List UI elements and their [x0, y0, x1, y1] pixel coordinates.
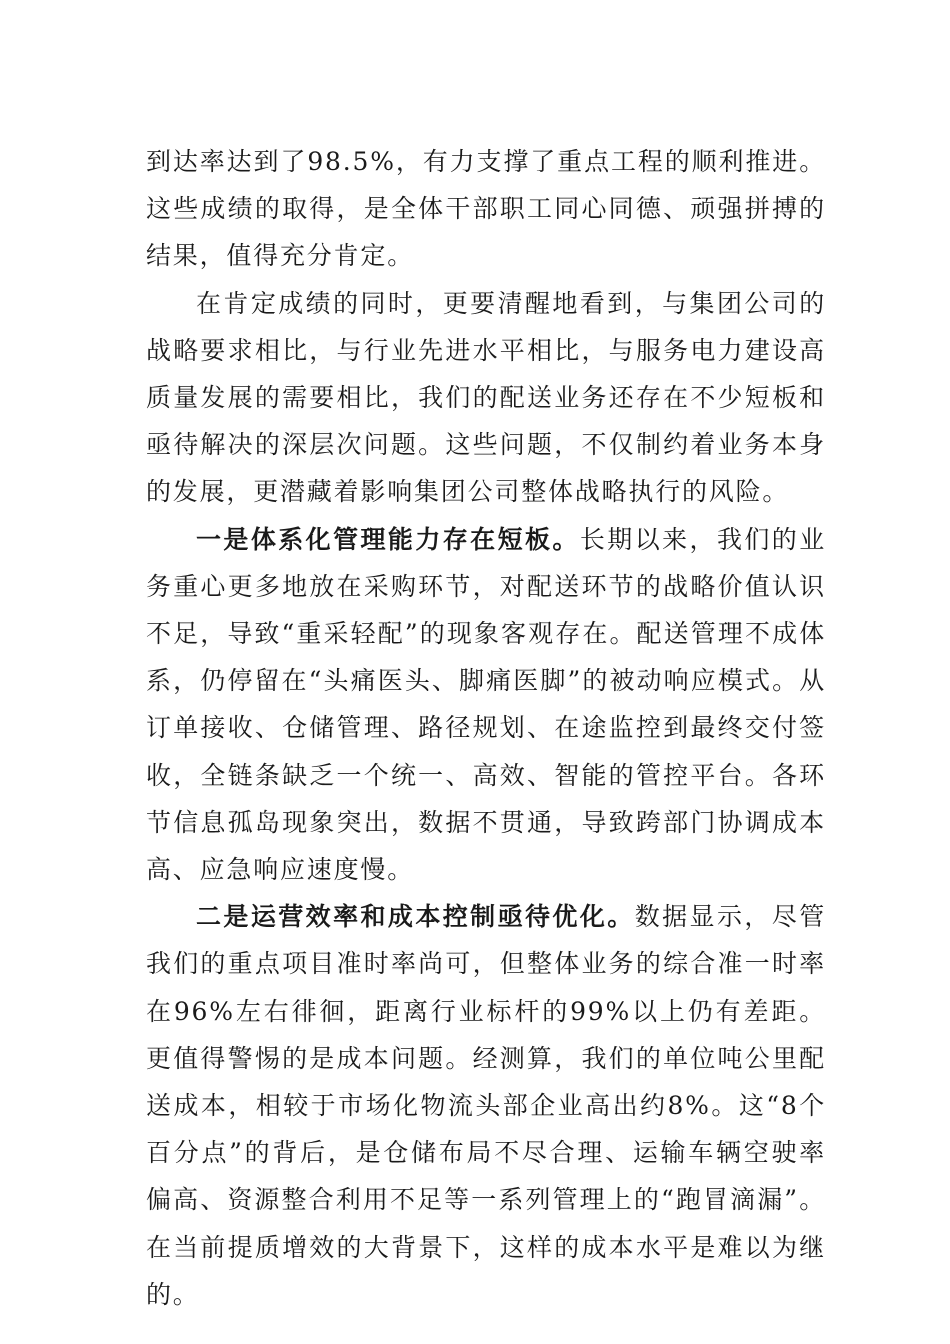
paragraph-text: 长期以来，我们的业务重心更多地放在采购环节，对配送环节的战略价值认识不足，导致“重采轻配”的现象客观存在。配送管理不成体系，仍停留在“头痛医头、脚痛医脚”的被动响应模式。从订单接收、仓储管理、路径规划、在途监控到最终交付签收，全链条缺乏一个统一、高效、智能的管控平台。各环节信息孤岛现象突出，数据不贯通，导致跨部门协调成本高、应急响应速度慢。	[146, 524, 827, 885]
document-body	[146, 138, 826, 1318]
paragraph-continued	[146, 138, 826, 280]
paragraph-text: 到达率达到了98.5%，有力支撑了重点工程的顺利推进。这些成绩的取得，是全体干部职工同心同德、顽强拼搏的结果，值得充分肯定。	[146, 147, 826, 271]
paragraph-heading: 二是运营效率和成本控制亟待优化。	[196, 902, 635, 932]
paragraph-issue-two	[146, 893, 826, 1318]
paragraph-heading: 一是体系化管理能力存在短板。	[196, 524, 580, 554]
paragraph-problems-intro	[146, 280, 826, 516]
paragraph-text: 在肯定成绩的同时，更要清醒地看到，与集团公司的战略要求相比，与行业先进水平相比，与服务电力建设高质量发展的需要相比，我们的配送业务还存在不少短板和亟待解决的深层次问题。这些问题，不仅制约着业务本身的发展，更潜藏着影响集团公司整体战略执行的风险。	[146, 288, 826, 507]
paragraph-text: 数据显示，尽管我们的重点项目准时率尚可，但整体业务的综合准一时率在96%左右徘徊，距离行业标杆的99%以上仍有差距。更值得警惕的是成本问题。经测算，我们的单位吨公里配送成本，相较于市场化物流头部企业高出约8%。这“8个百分点”的背后，是仓储布局不尽合理、运输车辆空驶率偏高、资源整合利用不足等一系列管理上的“跑冒滴漏”。在当前提质增效的大背景下，这样的成本水平是难以为继的。	[146, 902, 826, 1309]
paragraph-issue-one	[146, 516, 826, 894]
